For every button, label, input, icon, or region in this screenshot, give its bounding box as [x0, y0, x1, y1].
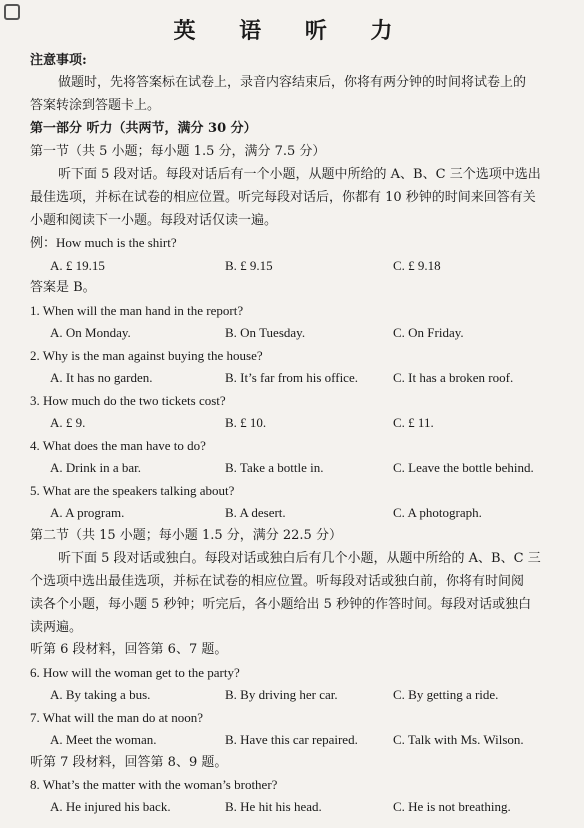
q4-option-a: A. Drink in a bar.: [50, 460, 141, 475]
section2-instr-2: 个选项中选出最佳选项，并标在试卷的相应位置。听每段对话或独白前，你将有时间阅: [30, 574, 525, 589]
part1-title: 第一部分 听力（共两节，满分 30 分）: [30, 121, 257, 136]
material-6-note: 听第 6 段材料，回答第 6、7 题。: [30, 642, 228, 657]
q6-option-b: B. By driving her car.: [225, 687, 338, 702]
example-option-c: C. £ 9.18: [393, 258, 441, 273]
q3-option-c: C. £ 11.: [393, 415, 434, 430]
q8-option-b: B. He hit his head.: [225, 799, 322, 814]
section1-instr-1: 听下面 5 段对话。每段对话后有一个小题，从题中所给的 A、B、C 三个选项中选出: [58, 167, 541, 182]
q5-option-c: C. A photograph.: [393, 505, 482, 520]
section1-title: 第一节（共 5 小题；每小题 1.5 分，满分 7.5 分）: [30, 144, 326, 159]
question-5: 5. What are the speakers talking about?: [30, 483, 235, 498]
section2-instr-1: 听下面 5 段对话或独白。每段对话或独白后有几个小题，从题中所给的 A、B、C 三: [58, 551, 541, 566]
notice-text-2: 答案转涂到答题卡上。: [30, 98, 161, 113]
notice-text-1: 做题时，先将答案标在试卷上，录音内容结束后，你将有两分钟的时间将试卷上的: [58, 75, 527, 90]
section1-instr-2: 最佳选项，并标在试卷的相应位置。听完每段对话后，你都有 10 秒钟的时间来回答有关: [30, 190, 536, 205]
section2-title: 第二节（共 15 小题；每小题 1.5 分，满分 22.5 分）: [30, 528, 342, 543]
example-answer: 答案是 B。: [30, 280, 96, 295]
q7-option-b: B. Have this car repaired.: [225, 732, 358, 747]
page-title: 英 语 听 力: [173, 18, 411, 44]
section1-instr-3: 小题和阅读下一小题。每段对话仅读一遍。: [30, 213, 278, 228]
q6-option-a: A. By taking a bus.: [50, 687, 151, 702]
question-6: 6. How will the woman get to the party?: [30, 665, 240, 680]
material-7-note: 听第 7 段材料，回答第 8、9 题。: [30, 755, 228, 770]
q6-option-c: C. By getting a ride.: [393, 687, 499, 702]
q2-option-a: A. It has no garden.: [50, 370, 153, 385]
example-question: 例：How much is the shirt?: [30, 235, 177, 250]
q2-option-c: C. It has a broken roof.: [393, 370, 514, 385]
q1-option-c: C. On Friday.: [393, 325, 464, 340]
q5-option-b: B. A desert.: [225, 505, 286, 520]
question-7: 7. What will the man do at noon?: [30, 710, 204, 725]
q1-option-a: A. On Monday.: [50, 325, 131, 340]
q7-option-a: A. Meet the woman.: [50, 732, 157, 747]
q1-option-b: B. On Tuesday.: [225, 325, 306, 340]
example-option-b: B. £ 9.15: [225, 258, 273, 273]
question-8: 8. What’s the matter with the woman’s brother?: [30, 777, 278, 792]
q2-option-b: B. It’s far from his office.: [225, 370, 358, 385]
q8-option-a: A. He injured his back.: [50, 799, 171, 814]
notice-title: 注意事项:: [30, 53, 87, 68]
q7-option-c: C. Talk with Ms. Wilson.: [393, 732, 524, 747]
example-option-a: A. £ 19.15: [50, 258, 105, 273]
question-3: 3. How much do the two tickets cost?: [30, 393, 226, 408]
q4-option-b: B. Take a bottle in.: [225, 460, 324, 475]
question-1: 1. When will the man hand in the report?: [30, 303, 244, 318]
q8-option-c: C. He is not breathing.: [393, 799, 511, 814]
q5-option-a: A. A program.: [50, 505, 125, 520]
question-4: 4. What does the man have to do?: [30, 438, 206, 453]
q3-option-b: B. £ 10.: [225, 415, 267, 430]
section2-instr-4: 读两遍。: [30, 620, 83, 635]
question-2: 2. Why is the man against buying the house?: [30, 348, 263, 363]
q3-option-a: A. £ 9.: [50, 415, 86, 430]
section2-instr-3: 读各个小题，每小题 5 秒钟；听完后，各小题给出 5 秒钟的作答时间。每段对话或独白: [30, 597, 532, 612]
q4-option-c: C. Leave the bottle behind.: [393, 460, 534, 475]
